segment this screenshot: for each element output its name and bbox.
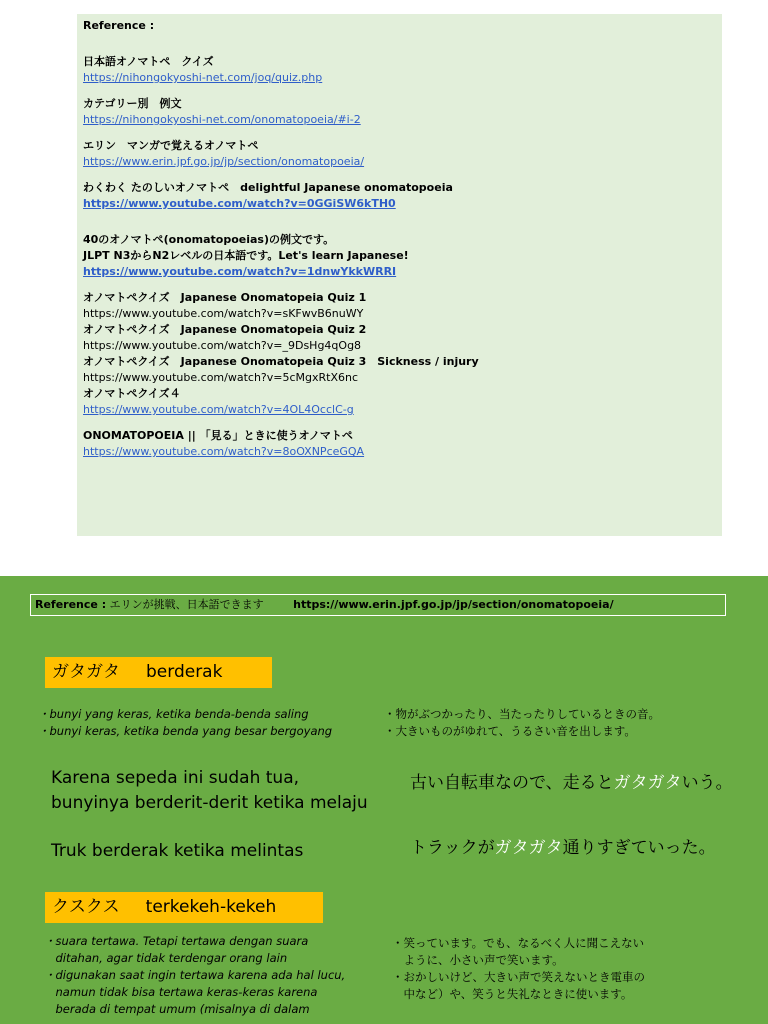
reference-box: [77, 14, 722, 536]
example-jp-2: [410, 836, 716, 861]
bullet-line: ・suara tertawa. Tetapi tertawa dengan suara: [44, 934, 309, 948]
ref-title-5b: JLPT N3からN2レベルの日本語です。Let's learn Japanese!: [83, 249, 409, 262]
example-jp-1: [410, 771, 733, 796]
sentence-part: トラックが: [410, 838, 495, 858]
word-id: terkekeh-kekeh: [145, 897, 277, 917]
bullets-jp-1: [384, 706, 660, 740]
bullet-line: berada di tempat umum (misalnya di dalam: [44, 1002, 310, 1016]
ref-title-2: カテゴリー別 例文: [83, 97, 182, 110]
word-tag-kusukusu: [45, 892, 323, 923]
word-jp: ガタガタ: [52, 662, 120, 682]
word-id: berderak: [146, 662, 223, 682]
sentence-part: いう。: [681, 773, 733, 793]
quiz-title-1: オノマトペクイズ Japanese Onomatopeia Quiz 1: [83, 291, 367, 304]
highlight-word: ガタガタ: [494, 838, 563, 858]
bullets-id-1: [38, 706, 332, 740]
ref-link-6[interactable]: https://www.youtube.com/watch?v=8oOXNPceGQA: [83, 445, 365, 458]
sentence-line: bunyinya berderit-derit ketika melaju: [51, 793, 368, 813]
example-id-2: Truk berderak ketika melintas: [51, 841, 304, 861]
quiz-link-4[interactable]: https://www.youtube.com/watch?v=4OL4OcclC-g: [83, 403, 354, 416]
ref-title-5a: 40のオノマトペ(onomatopoeias)の例文です。: [83, 233, 335, 246]
bullet-line: ・大きいものがゆれて、うるさい音を出します。: [384, 724, 636, 738]
sentence-line: Karena sepeda ini sudah tua,: [51, 768, 300, 788]
ref-title-6: ONOMATOPOEIA || 「見る」ときに使うオノマトペ: [83, 429, 353, 442]
word-tag-gatagata: [45, 657, 272, 688]
ref-link-1[interactable]: https://nihongokyoshi-net.com/joq/quiz.php: [83, 71, 323, 84]
bullet-line: 中など）や、笑うと失礼なときに使います。: [392, 987, 633, 1001]
slide-reference-bar: [30, 594, 726, 616]
onomatopoeia-slide: [0, 576, 768, 1024]
bullet-line: ・物がぶつかったり、当たったりしているときの音。: [384, 707, 660, 721]
ref-title-3: エリン マンガで覚えるオノマトペ: [83, 139, 259, 152]
reference-heading: Reference :: [83, 19, 155, 32]
sentence-part: 通りすぎていった。: [562, 838, 716, 858]
ref-link-3[interactable]: https://www.erin.jpf.go.jp/jp/section/onomatopoeia/: [83, 155, 365, 168]
ref-link-4[interactable]: https://www.youtube.com/watch?v=0GGiSW6kTH0: [83, 197, 396, 210]
highlight-word: ガタガタ: [613, 773, 682, 793]
bullet-line: ・おかしいけど、大きい声で笑えないとき電車の: [392, 970, 645, 984]
bullet-line: ように、小さい声で笑います。: [392, 953, 564, 967]
slide-reference-text: エリンが挑戦、日本語できます: [109, 598, 264, 611]
quiz-title-4: オノマトペクイズ４: [83, 387, 181, 400]
quiz-url-3: https://www.youtube.com/watch?v=5cMgxRtX6nc: [83, 371, 359, 384]
bullet-line: ・digunakan saat ingin tertawa karena ada hal lucu,: [44, 968, 346, 982]
bullets-id-2: [44, 933, 345, 1018]
quiz-url-2: https://www.youtube.com/watch?v=_9DsHg4qOg8: [83, 339, 362, 352]
word-jp: クスクス: [52, 897, 120, 917]
bullet-line: ditahan, agar tidak terdengar orang lain: [44, 951, 288, 965]
slide-reference-label: Reference :: [35, 598, 107, 611]
ref-link-5[interactable]: https://www.youtube.com/watch?v=1dnwYkkWRRI: [83, 265, 397, 278]
bullet-line: ・笑っています。でも、なるべく人に聞こえない: [392, 936, 645, 950]
bullet-line: ・bunyi yang keras, ketika benda-benda saling: [38, 707, 309, 721]
ref-title-1: 日本語オノマトペ クイズ: [83, 55, 214, 68]
quiz-title-2: オノマトペクイズ Japanese Onomatopeia Quiz 2: [83, 323, 367, 336]
example-id-1: [51, 766, 368, 816]
bullet-line: ・bunyi keras, ketika benda yang besar bergoyang: [38, 724, 333, 738]
sentence-part: 古い自転車なので、走ると: [410, 773, 614, 793]
quiz-url-1: https://www.youtube.com/watch?v=sKFwvB6nuWY: [83, 307, 364, 320]
ref-title-4: わくわく たのしいオノマトペ delightful Japanese onomatopoeia: [83, 181, 453, 194]
quiz-title-3: オノマトペクイズ Japanese Onomatopeia Quiz 3 Sickness / injury: [83, 355, 479, 368]
slide-reference-url: https://www.erin.jpf.go.jp/jp/section/onomatopoeia/: [293, 598, 614, 611]
bullets-jp-2: [392, 935, 645, 1003]
ref-link-2[interactable]: https://nihongokyoshi-net.com/onomatopoeia/#i-2: [83, 113, 361, 126]
bullet-line: namun tidak bisa tertawa keras-keras karena: [44, 985, 318, 999]
